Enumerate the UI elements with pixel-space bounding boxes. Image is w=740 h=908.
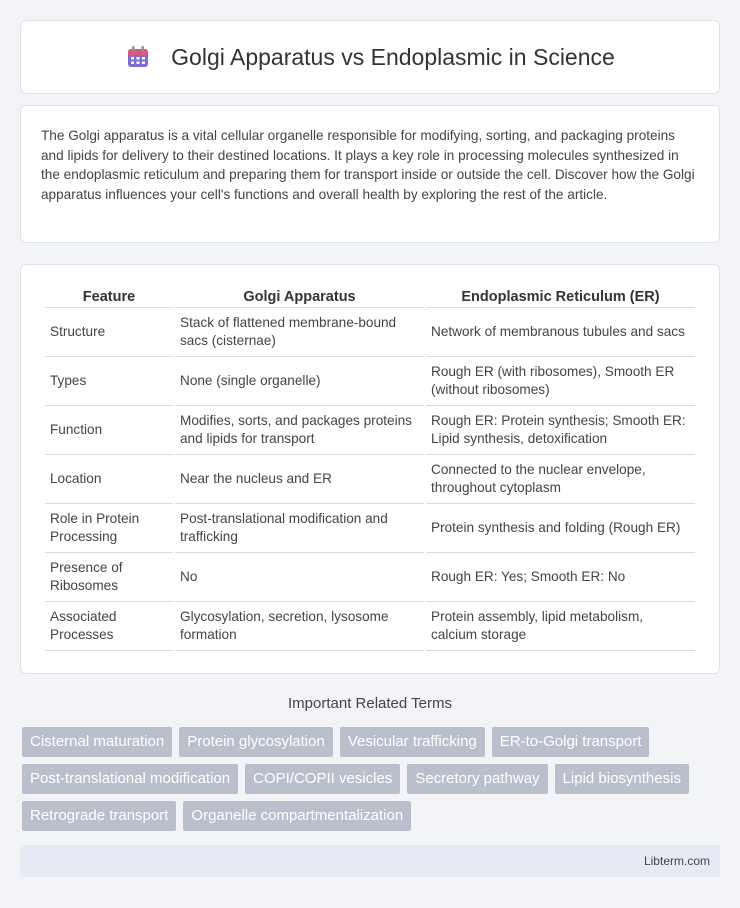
tag[interactable]: Lipid biosynthesis [555,764,689,794]
header-card [20,20,720,94]
table-cell: Structure [45,308,173,357]
table-header-row [45,283,695,308]
tag[interactable]: Organelle compartmentalization [183,801,411,831]
table-cell: Glycosylation, secretion, lysosome formation [175,602,424,651]
table-cell: Associated Processes [45,602,173,651]
table-cell: Rough ER: Protein synthesis; Smooth ER: Lipid synthesis, detoxification [426,406,695,455]
table-cell: Near the nucleus and ER [175,455,424,504]
table-cell: Rough ER (with ribosomes), Smooth ER (without ribosomes) [426,357,695,406]
tag[interactable]: Protein glycosylation [179,727,333,757]
footer-site-link[interactable]: Libterm.com [643,854,710,868]
table-cell: Function [45,406,173,455]
related-terms-title: Important Related Terms [288,695,452,712]
column-header: Feature [45,283,173,308]
table-row [45,357,695,406]
footer [20,845,720,877]
intro-card [20,105,720,243]
related-terms-tags [22,727,722,831]
table-row [45,308,695,357]
table-cell: Network of membranous tubules and sacs [426,308,695,357]
table-row [45,553,695,602]
tag[interactable]: Vesicular trafficking [340,727,485,757]
table-cell: Presence of Ribosomes [45,553,173,602]
table-row [45,504,695,553]
table-cell: Connected to the nuclear envelope, throughout cytoplasm [426,455,695,504]
tag[interactable]: Cisternal maturation [22,727,172,757]
table-cell: No [175,553,424,602]
table-cell: Post-translational modification and trafficking [175,504,424,553]
table-cell: Stack of flattened membrane-bound sacs (cisternae) [175,308,424,357]
page-title: Golgi Apparatus vs Endoplasmic in Science [171,43,615,70]
table-cell: None (single organelle) [175,357,424,406]
tag[interactable]: Secretory pathway [407,764,547,794]
table-cell: Modifies, sorts, and packages proteins and lipids for transport [175,406,424,455]
tag[interactable]: COPI/COPII vesicles [245,764,400,794]
table-cell: Protein synthesis and folding (Rough ER) [426,504,695,553]
comparison-table-card [20,264,720,674]
column-header: Golgi Apparatus [175,283,424,308]
table-row [45,455,695,504]
table-cell: Role in Protein Processing [45,504,173,553]
table-cell: Location [45,455,173,504]
tag[interactable]: Post-translational modification [22,764,238,794]
table-cell: Rough ER: Yes; Smooth ER: No [426,553,695,602]
tag[interactable]: ER-to-Golgi transport [492,727,650,757]
table-cell: Protein assembly, lipid metabolism, calcium storage [426,602,695,651]
related-terms-section [0,695,740,726]
tag[interactable]: Retrograde transport [22,801,176,831]
table-cell: Types [45,357,173,406]
table-row [45,602,695,651]
intro-text: The Golgi apparatus is a vital cellular organelle responsible for modifying, sorting, and packaging proteins and lipids for delivery to their destined locations. It plays a key role in processing molecules synthesized in the endoplasmic reticulum and preparing them for transport inside or outside the cell. Discover how the Golgi apparatus influences your cell's functions and overall health by exploring the rest of the article. [41,128,695,202]
column-header: Endoplasmic Reticulum (ER) [426,283,695,308]
comparison-table [43,283,697,651]
calendar-icon [125,44,151,70]
table-row [45,406,695,455]
